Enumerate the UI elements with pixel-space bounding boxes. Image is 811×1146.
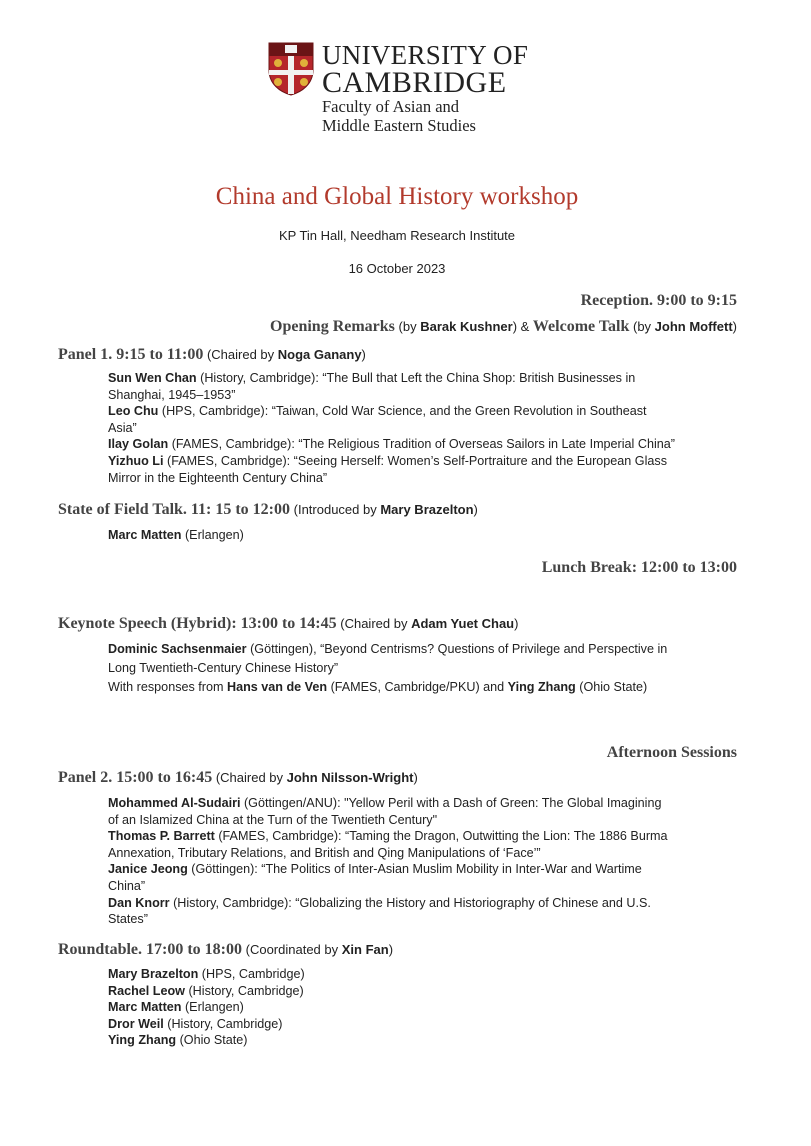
- university-name-line2: CAMBRIDGE: [322, 66, 507, 99]
- panel2-title: Panel 2. 15:00 to 16:45: [58, 769, 213, 786]
- talk-info: (History, Cambridge): “The Bull that Left the China Shop: British Businesses in: [196, 371, 636, 385]
- keynote-heading: [58, 615, 518, 633]
- opening-remarks-label: Opening Remarks: [270, 318, 395, 335]
- speaker-name: Ilay Golan: [108, 437, 169, 452]
- faculty-name-line2: Middle Eastern Studies: [322, 116, 476, 135]
- panel2-talks: [108, 795, 748, 928]
- member-affil: (History, Cambridge): [163, 1016, 283, 1031]
- by-text: (by: [394, 319, 421, 334]
- member-affil: (Ohio State): [176, 1033, 248, 1048]
- member-affil: (History, Cambridge): [184, 983, 304, 998]
- event-date: 16 October 2023: [348, 261, 446, 276]
- panel2-heading: [58, 769, 418, 787]
- talk-info: (Göttingen/ANU): "Yellow Peril with a Dash of Green: The Global Imagining: [240, 796, 662, 810]
- talk-info: (History, Cambridge): “Globalizing the History and Historiography of Chinese and U.S.: [169, 895, 651, 910]
- list-item: [108, 678, 748, 697]
- speaker-name: Dominic Sachsenmaier: [108, 642, 247, 656]
- list-item: [108, 966, 748, 983]
- talk-info-cont: Annexation, Tributary Relations, and British and Qing Manipulations of ‘Face’”: [108, 845, 541, 860]
- list-item: [108, 370, 748, 403]
- ampersand-text: ) &: [512, 319, 533, 334]
- talk-info-cont: Mirror in the Eighteenth Century China”: [108, 470, 328, 485]
- talk-info-cont: China”: [108, 878, 146, 893]
- panel2-chair: John Nilsson-Wright: [286, 770, 414, 785]
- speaker-name: Yizhuo Li: [108, 453, 164, 468]
- keynote-title: Keynote Speech (Hybrid): 13:00 to 14:45: [58, 615, 337, 632]
- list-item: [108, 861, 748, 894]
- roundtable-members: [108, 966, 748, 1049]
- talk-info-cont: Shanghai, 1945–1953”: [108, 387, 236, 402]
- roundtable-heading: [58, 941, 393, 959]
- venue: KP Tin Hall, Needham Research Institute: [278, 228, 516, 243]
- field-talk-heading: [58, 501, 478, 519]
- talk-info-cont: Asia”: [108, 420, 137, 435]
- panel1-title: Panel 1. 9:15 to 11:00: [58, 346, 204, 363]
- member-name: Rachel Leow: [108, 983, 185, 998]
- list-item: [108, 527, 748, 544]
- talk-info-cont: Long Twentieth-Century Chinese History”: [108, 661, 339, 675]
- field-talk-introducer: Mary Brazelton: [380, 502, 474, 517]
- respondent-name: Ying Zhang: [507, 680, 576, 694]
- university-logo: [268, 40, 538, 140]
- member-name: Dror Weil: [108, 1016, 164, 1031]
- list-item: [108, 1032, 748, 1049]
- speaker-name: Mohammed Al-Sudairi: [108, 796, 241, 810]
- member-name: Mary Brazelton: [108, 967, 199, 981]
- member-affil: (Erlangen): [181, 1000, 244, 1015]
- respondent-name: Hans van de Ven: [226, 680, 328, 694]
- speaker-name: Leo Chu: [108, 404, 159, 419]
- responses-prefix: With responses from: [108, 680, 227, 694]
- keynote-role: (Chaired by: [336, 616, 412, 631]
- roundtable-title: Roundtable. 17:00 to 18:00: [58, 941, 243, 958]
- talk-info: (HPS, Cambridge): “Taiwan, Cold War Science, and the Green Revolution in Southeast: [158, 404, 647, 419]
- field-talk-role: (Introduced by: [290, 502, 381, 517]
- field-talk-title: State of Field Talk. 11: 15 to 12:00: [58, 501, 291, 518]
- list-item: [108, 999, 748, 1016]
- close-paren: ): [413, 770, 418, 785]
- cambridge-shield-icon: [268, 42, 314, 96]
- member-name: Ying Zhang: [108, 1033, 177, 1048]
- opening-remarks-speaker: Barak Kushner: [420, 319, 513, 334]
- talk-info: (Erlangen): [181, 528, 244, 542]
- speaker-name: Sun Wen Chan: [108, 371, 197, 385]
- panel1-heading: [58, 346, 366, 364]
- keynote-chair: Adam Yuet Chau: [411, 616, 515, 631]
- member-name: Marc Matten: [108, 1000, 182, 1015]
- workshop-title: China and Global History workshop: [215, 183, 579, 210]
- list-item: [108, 640, 748, 678]
- panel1-role: (Chaired by: [203, 347, 278, 362]
- close-paren: ): [514, 616, 519, 631]
- talk-info: (FAMES, Cambridge): “Taming the Dragon, Outwitting the Lion: The 1886 Burma: [214, 829, 668, 844]
- list-item: [108, 828, 748, 861]
- list-item: [108, 895, 748, 928]
- roundtable-coordinator: Xin Fan: [341, 942, 389, 957]
- member-affil: (HPS, Cambridge): [198, 967, 305, 981]
- list-item: [108, 795, 748, 828]
- list-item: [108, 983, 748, 1000]
- respondent-info: (FAMES, Cambridge/PKU) and: [327, 680, 508, 694]
- by-text: (by: [629, 319, 655, 334]
- lunch-heading: Lunch Break: 12:00 to 13:00: [541, 559, 737, 576]
- speaker-name: Marc Matten: [108, 528, 182, 542]
- afternoon-heading: Afternoon Sessions: [606, 744, 737, 761]
- panel2-role: (Chaired by: [212, 770, 287, 785]
- respondent-info: (Ohio State): [575, 680, 648, 694]
- speaker-name: Dan Knorr: [108, 895, 170, 910]
- close-paren: ): [388, 942, 394, 957]
- opening-remarks-line: [270, 318, 737, 336]
- talk-info-cont: of an Islamized China at the Turn of the Twentieth Century": [108, 812, 438, 827]
- panel1-chair: Noga Ganany: [277, 347, 362, 362]
- talk-info: (Göttingen): “The Politics of Inter-Asian Muslim Mobility in Inter-War and Wartime: [187, 862, 642, 877]
- speaker-name: Janice Jeong: [108, 862, 188, 877]
- close-paren: ): [473, 502, 478, 517]
- speaker-name: Thomas P. Barrett: [108, 829, 215, 844]
- field-talk-entry: [108, 527, 748, 544]
- talk-info: (Göttingen), “Beyond Centrisms? Questions of Privilege and Perspective in: [246, 642, 668, 656]
- talk-info: (FAMES, Cambridge): “The Religious Tradition of Overseas Sailors in Late Imperial China”: [168, 437, 675, 452]
- faculty-name: [322, 97, 476, 135]
- list-item: [108, 1016, 748, 1033]
- university-name-line1: UNIVERSITY OF: [322, 40, 529, 70]
- welcome-talk-label: Welcome Talk: [532, 318, 630, 335]
- close-paren: ): [361, 347, 366, 362]
- talk-info: (FAMES, Cambridge): “Seeing Herself: Women’s Self-Portraiture and the European Glass: [163, 453, 668, 468]
- faculty-name-line1: Faculty of Asian and: [322, 97, 460, 116]
- reception-heading: Reception. 9:00 to 9:15: [580, 292, 737, 309]
- talk-info-cont: States”: [108, 912, 148, 927]
- list-item: [108, 453, 748, 486]
- list-item: [108, 403, 748, 436]
- panel1-talks: [108, 370, 748, 486]
- roundtable-role: (Coordinated by: [242, 942, 342, 957]
- welcome-talk-speaker: John Moffett: [654, 319, 733, 334]
- keynote-entry: [108, 640, 748, 697]
- list-item: [108, 436, 748, 453]
- close-paren: ): [732, 319, 737, 334]
